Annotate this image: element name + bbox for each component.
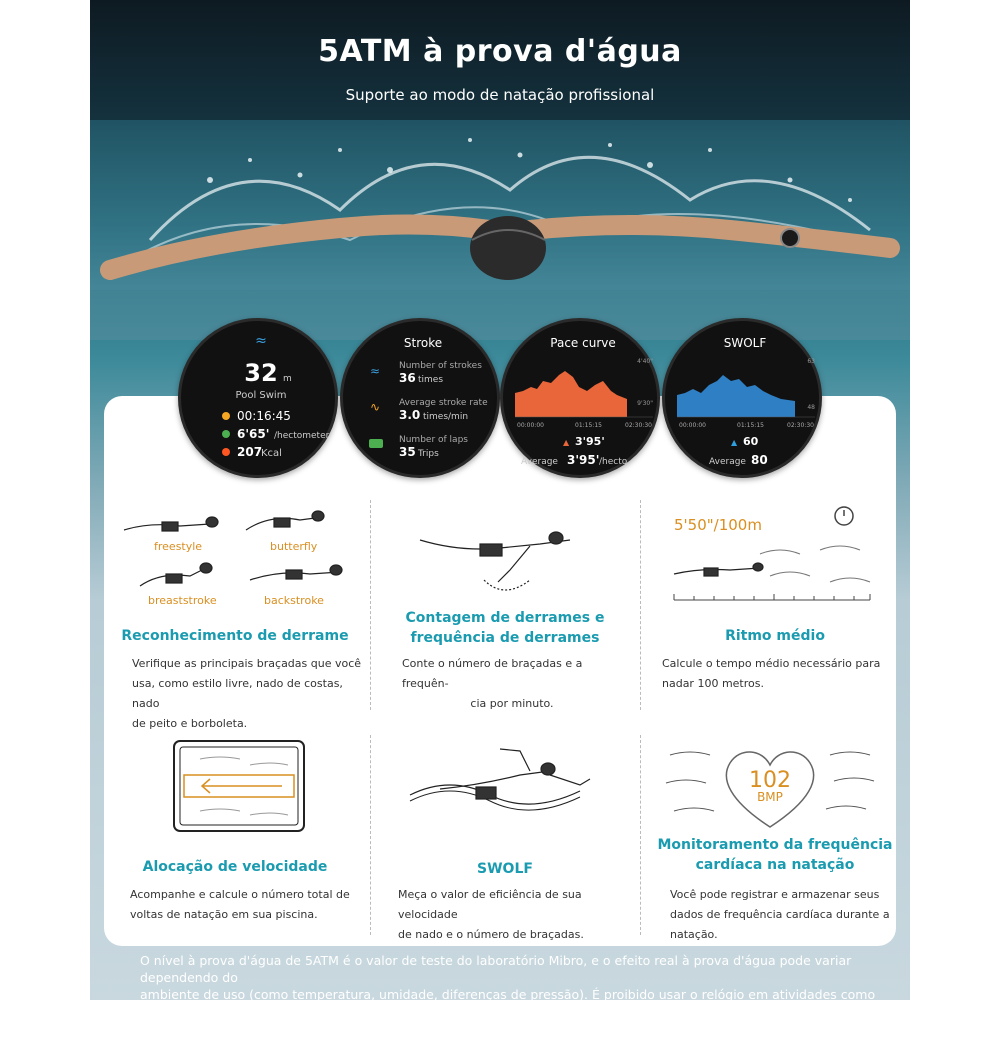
pace-illustration [650,500,900,610]
pace-icon [222,430,230,438]
stroke-row-2-value: 35 [399,445,416,459]
stroke-row-0-unit: times [418,375,444,385]
stroke-label-freestyle: freestyle [154,540,203,553]
swolf-y-top: 63 [807,358,815,365]
watch-stroke [340,318,500,478]
swolf-title: SWOLF [723,336,767,350]
disclaimer: O nível à prova d'água de 5ATM é o valor de teste do laboratório Mibro, e o efeito real à prova d'água pode variar dependendo do ambiente de uso (como temperatura, umidade, diferenças de pressão). É proibido usar o relógio em atividades como surfe, mergulho e imersão em fontes termais. [140,953,876,1036]
pace-x-2: 02:30:30 [625,422,652,429]
feature-title: Contagem de derrames e frequência de derrames [405,610,605,646]
feature-desc: Meça o valor de eficiência de sua velocidade de nado e o número de braçadas. [398,888,584,941]
swolf-avg-label: Average [709,457,746,467]
bpm-value: 102 [749,768,791,793]
stroke-row-2-unit: Trips [418,449,439,459]
pool-illustration [110,735,360,835]
pool-kcal: 207 [237,445,263,459]
feature-desc: Calcule o tempo médio necessário para nadar 100 metros. [662,657,881,690]
stroke-title: Stroke [403,336,443,350]
stroke-label-butterfly: butterfly [270,540,318,553]
pool-distance-unit: m [283,374,292,384]
heart-rate-illustration [650,735,900,835]
swolf-best: 60 [743,435,759,448]
swim-styles-illustration [110,500,360,610]
stroke-row-1-label: Average stroke rate [399,398,488,408]
pace-y-top: 4'40" [637,358,653,365]
pool-distance: 32 [244,359,278,387]
product-page [90,0,910,1036]
pace-value: 5'50"/100m [674,516,762,534]
feature-title: Reconhecimento de derrame [121,628,349,644]
swolf-swimmer-illustration [380,735,630,845]
watch-pace-curve [500,318,660,478]
feature-avg-pace [650,500,900,720]
pool-pace: 6'65' [237,427,270,441]
feature-stroke-count [380,500,630,720]
swolf-x-2: 02:30:30 [787,422,814,429]
watch-pace-svg [503,321,663,481]
swolf-x-0: 00:00:00 [679,422,706,429]
flame-icon [222,448,230,456]
pace-avg-value: 3'95' [567,453,600,467]
pool-pace-unit: /hectometer [274,431,330,441]
stroke-row-1-unit: times/min [423,412,469,422]
swolf-curve-area [677,375,795,417]
swimmer-illustration [380,500,630,600]
up-triangle-icon: ▲ [563,438,570,447]
pool-time: 00:16:45 [237,409,291,423]
pool-kcal-unit: Kcal [261,448,282,459]
watch-pool-swim [178,318,338,478]
swolf-x-1: 01:15:15 [737,422,764,429]
bpm-unit: BMP [757,790,783,804]
pace-y-bottom: 9'30" [637,400,653,407]
feature-heart-rate [650,735,900,945]
feature-title: Ritmo médio [725,628,825,644]
pace-x-0: 00:00:00 [517,422,544,429]
swolf-y-bottom: 48 [807,404,815,411]
feature-stroke-recognition [110,500,362,730]
feature-desc: Acompanhe e calcule o número total de voltas de natação em sua piscina. [130,888,350,921]
watch-stroke-svg [343,321,503,481]
pace-x-1: 01:15:15 [575,422,602,429]
swolf-avg-value: 80 [751,453,768,467]
stroke-label-backstroke: backstroke [264,594,324,607]
feature-desc: Verifique as principais braçadas que você usa, como estilo livre, nado de costas, nado de peito e borboleta. [132,657,362,730]
divider [370,735,371,935]
stroke-row-1-value: 3.0 [399,408,421,422]
divider [640,500,641,710]
stroke-label-breaststroke: breaststroke [148,594,217,607]
divider [640,735,641,935]
pace-avg-unit: /hecto [599,457,628,467]
stroke-row-0-value: 36 [399,371,416,385]
feature-swolf [380,735,630,945]
watch-pool-svg [181,321,341,481]
pace-curve-area [515,371,627,417]
rate-icon: ∿ [369,400,381,414]
pace-curve-title: Pace curve [550,336,616,350]
feature-title: Alocação de velocidade [142,859,328,875]
up-triangle-icon: ▲ [731,438,738,447]
feature-title: SWOLF [477,861,533,877]
laps-icon [369,439,383,448]
pool-mode: Pool Swim [235,390,287,401]
watch-swolf-svg [665,321,825,481]
watch-swolf [662,318,822,478]
hero-title: 5ATM à prova d'água [318,34,682,69]
swimmer-hero-image [90,120,910,340]
feature-desc: Conte o número de braçadas e a frequên- cia por minuto. [402,657,583,710]
feature-speed-allocation [110,735,360,945]
stroke-row-0-label: Number of strokes [399,361,482,371]
stroke-row-2-label: Number of laps [399,435,468,445]
pace-avg-label: Average [521,457,558,467]
feature-title: Monitoramento da frequência cardíaca na natação [657,837,893,873]
clock-icon [222,412,230,420]
hero-subtitle: Suporte ao modo de natação profissional [345,86,655,104]
feature-desc: Você pode registrar e armazenar seus dados de frequência cardíaca durante a natação. [670,888,890,941]
strokes-icon: ≈ [369,364,381,378]
pace-best: 3'95' [575,435,605,448]
swim-icon: ≈ [255,333,267,349]
